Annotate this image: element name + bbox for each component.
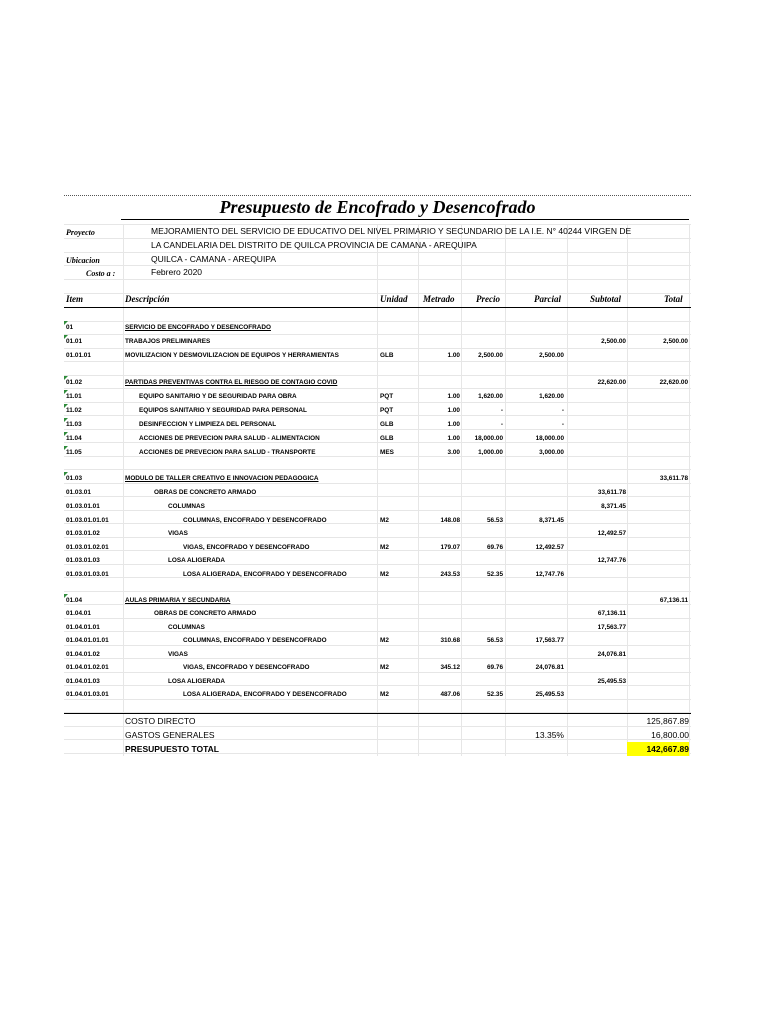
row-description: COLUMNAS, ENCOFRADO Y DESENCOFRADO (183, 517, 327, 524)
row-metrado: 3.00 (447, 449, 460, 456)
grid-hline (64, 252, 691, 253)
row-item-code: 01.04.01.03.01 (66, 691, 109, 698)
row-precio: 56.53 (487, 637, 503, 644)
row-item-code: 01.04 (66, 597, 82, 604)
row-item-code: 01.03.01.01.01 (66, 517, 109, 524)
row-parcial: 2,500.00 (539, 352, 564, 359)
table-row (64, 648, 691, 661)
table-row (64, 514, 691, 527)
row-precio: 1,000.00 (478, 449, 503, 456)
gastos-generales-pct: 13.35% (535, 730, 564, 740)
row-precio: 52.35 (487, 571, 503, 578)
row-item-code: 01.03.01.02 (66, 530, 100, 537)
row-precio: - (500, 407, 503, 414)
row-unidad: PQT (380, 407, 394, 414)
row-unidad: MES (380, 449, 394, 456)
grid-hline (64, 265, 691, 266)
row-description: AULAS PRIMARIA Y SECUNDARIA (125, 597, 231, 604)
row-metrado: 1.00 (447, 393, 460, 400)
row-parcial: 12,492.57 (535, 544, 564, 551)
table-row (64, 321, 691, 334)
row-subtotal: 25,495.53 (597, 678, 626, 685)
header-item: Item (66, 294, 83, 304)
table-row (64, 472, 691, 485)
row-item-code: 11.05 (66, 449, 82, 456)
row-item-code: 01.03.01 (66, 489, 91, 496)
row-item-code: 01.01 (66, 338, 82, 345)
row-description: COLUMNAS (168, 503, 205, 510)
row-metrado: 1.00 (447, 352, 460, 359)
header-rule (64, 307, 691, 308)
row-metrado: 1.00 (447, 407, 460, 414)
row-description: VIGAS (168, 530, 188, 537)
row-subtotal: 2,500.00 (601, 338, 626, 345)
grid-hline (64, 591, 691, 592)
row-item-code: 01.03 (66, 475, 82, 482)
table-row (64, 541, 691, 554)
costo-directo-value: 125,867.89 (646, 716, 689, 726)
presupuesto-total-value: 142,667.89 (627, 742, 689, 756)
row-unidad: M2 (380, 571, 389, 578)
costo-label: Costo a : (86, 269, 116, 278)
row-metrado: 243.53 (440, 571, 460, 578)
row-item-code: 11.01 (66, 393, 82, 400)
table-row (64, 607, 691, 620)
row-description: VIGAS, ENCOFRADO Y DESENCOFRADO (183, 664, 310, 671)
row-description: COLUMNAS, ENCOFRADO Y DESENCOFRADO (183, 637, 327, 644)
row-description: DESINFECCION Y LIMPIEZA DEL PERSONAL (139, 421, 277, 428)
row-unidad: PQT (380, 393, 394, 400)
row-parcial: 3,000.00 (539, 449, 564, 456)
table-row (64, 446, 691, 459)
row-precio: 1,620.00 (478, 393, 503, 400)
row-item-code: 11.02 (66, 407, 82, 414)
costo-directo-label: COSTO DIRECTO (125, 716, 196, 726)
row-item-code: 01.03.01.03.01 (66, 571, 109, 578)
table-row (64, 527, 691, 540)
presupuesto-total-label: PRESUPUESTO TOTAL (125, 744, 219, 754)
header-parcial: Parcial (534, 294, 561, 304)
row-item-code: 01.03.01.03 (66, 557, 100, 564)
row-parcial: - (561, 407, 564, 414)
table-row (64, 634, 691, 647)
row-description: TRABAJOS PRELIMINARES (125, 338, 211, 345)
row-subtotal: 67,136.11 (597, 610, 626, 617)
table-row (64, 568, 691, 581)
header-metrado: Metrado (423, 294, 455, 304)
gastos-generales-label: GASTOS GENERALES (125, 730, 215, 740)
table-row (64, 594, 691, 607)
row-item-code: 01.04.01.03 (66, 678, 100, 685)
row-unidad: M2 (380, 664, 389, 671)
table-row (64, 349, 691, 362)
row-item-code: 11.03 (66, 421, 82, 428)
row-item-code: 01.04.01.01 (66, 624, 100, 631)
row-item-code: 01.03.01.01 (66, 503, 100, 510)
table-row (64, 486, 691, 499)
table-row (64, 418, 691, 431)
row-item-code: 01.04.01.02.01 (66, 664, 109, 671)
row-item-code: 01.02 (66, 379, 82, 386)
row-item-code: 01.03.01.02.01 (66, 544, 109, 551)
row-item-code: 01.04.01.02 (66, 651, 100, 658)
table-row (64, 500, 691, 513)
proyecto-label: Proyecto (66, 228, 95, 237)
proyecto-line-1: MEJORAMIENTO DEL SERVICIO DE EDUCATIVO DEL NIVEL PRIMARIO Y SECUNDARIO DE LA I.E. N° 40244 VIRGEN DE (151, 226, 632, 236)
row-parcial: 8,371.45 (539, 517, 564, 524)
header-unidad: Unidad (380, 294, 408, 304)
row-item-code: 01.01.01 (66, 352, 91, 359)
row-precio: - (500, 421, 503, 428)
table-row (64, 554, 691, 567)
table-row (64, 376, 691, 389)
row-description: PARTIDAS PREVENTIVAS CONTRA EL RIESGO DE CONTAGIO COVID (125, 379, 338, 386)
row-description: OBRAS DE CONCRETO ARMADO (154, 489, 257, 496)
header-total: Total (664, 294, 683, 304)
presupuesto-total-row (64, 742, 691, 756)
row-subtotal: 22,620.00 (597, 379, 626, 386)
row-parcial: 24,076.81 (535, 664, 564, 671)
row-parcial: 12,747.76 (535, 571, 564, 578)
gastos-generales-value: 16,800.00 (651, 730, 689, 740)
row-item-code: 11.04 (66, 435, 82, 442)
row-metrado: 1.00 (447, 421, 460, 428)
row-unidad: M2 (380, 637, 389, 644)
gastos-generales-row (64, 728, 691, 742)
proyecto-line-2: LA CANDELARIA DEL DISTRITO DE QUILCA PROVINCIA DE CAMANA - AREQUIPA (151, 240, 477, 250)
row-description: LOSA ALIGERADA (168, 557, 226, 564)
row-parcial: 17,563.77 (535, 637, 564, 644)
row-unidad: M2 (380, 517, 389, 524)
row-precio: 56.53 (487, 517, 503, 524)
row-subtotal: 12,492.57 (597, 530, 626, 537)
row-description: LOSA ALIGERADA, ENCOFRADO Y DESENCOFRADO (183, 691, 347, 698)
row-subtotal: 17,563.77 (597, 624, 626, 631)
row-description: SERVICIO DE ENCOFRADO Y DESENCOFRADO (125, 324, 271, 331)
header-precio: Precio (476, 294, 500, 304)
row-subtotal: 24,076.81 (597, 651, 626, 658)
ubicacion-value: QUILCA - CAMANA - AREQUIPA (151, 254, 277, 264)
row-item-code: 01.04.01 (66, 610, 91, 617)
row-description: OBRAS DE CONCRETO ARMADO (154, 610, 257, 617)
row-unidad: GLB (380, 435, 394, 442)
row-item-code: 01 (66, 324, 74, 331)
table-row (64, 335, 691, 348)
row-metrado: 148.08 (440, 517, 460, 524)
ubicacion-label: Ubicacion (66, 256, 100, 265)
row-subtotal: 8,371.45 (601, 503, 626, 510)
row-parcial: 25,495.53 (535, 691, 564, 698)
row-description: LOSA ALIGERADA (168, 678, 226, 685)
grid-hline (64, 469, 691, 470)
table-row (64, 688, 691, 701)
table-row (64, 432, 691, 445)
row-description: MODULO DE TALLER CREATIVO E INNOVACION PEDAGOGICA (125, 475, 319, 482)
row-metrado: 179.07 (440, 544, 460, 551)
costo-directo-row (64, 714, 691, 728)
row-description: ACCIONES DE PREVECION PARA SALUD - TRANSPORTE (139, 449, 316, 456)
table-row (64, 661, 691, 674)
row-precio: 52.35 (487, 691, 503, 698)
row-description: EQUIPOS SANITARIO Y SEGURIDAD PARA PERSONAL (139, 407, 307, 414)
row-total: 33,611.78 (659, 475, 688, 482)
row-unidad: GLB (380, 421, 394, 428)
row-unidad: M2 (380, 691, 389, 698)
row-description: LOSA ALIGERADA, ENCOFRADO Y DESENCOFRADO (183, 571, 347, 578)
costo-value: Febrero 2020 (151, 267, 203, 277)
title-underline (121, 219, 689, 220)
row-precio: 69.76 (487, 664, 503, 671)
row-description: ACCIONES DE PREVECION PARA SALUD - ALIMENTACION (139, 435, 320, 442)
row-subtotal: 33,611.78 (597, 489, 626, 496)
row-precio: 18,000.00 (474, 435, 503, 442)
row-description: VIGAS, ENCOFRADO Y DESENCOFRADO (183, 544, 310, 551)
row-total: 2,500.00 (663, 338, 688, 345)
grid-hline (64, 279, 691, 280)
row-total: 22,620.00 (659, 379, 688, 386)
table-row (64, 621, 691, 634)
row-unidad: GLB (380, 352, 394, 359)
grid-hline (64, 224, 691, 225)
grid-hline (64, 238, 691, 239)
row-precio: 2,500.00 (478, 352, 503, 359)
table-row (64, 675, 691, 688)
row-description: VIGAS (168, 651, 188, 658)
row-parcial: 1,620.00 (539, 393, 564, 400)
row-parcial: 18,000.00 (535, 435, 564, 442)
document-title: Presupuesto de Encofrado y Desencofrado (219, 197, 536, 217)
row-description: EQUIPO SANITARIO Y DE SEGURIDAD PARA OBRA (139, 393, 297, 400)
budget-sheet (64, 195, 691, 757)
row-unidad: M2 (380, 544, 389, 551)
row-metrado: 487.06 (440, 691, 460, 698)
row-subtotal: 12,747.76 (597, 557, 626, 564)
row-metrado: 1.00 (447, 435, 460, 442)
row-description: COLUMNAS (168, 624, 205, 631)
row-description: MOVILIZACION Y DESMOVILIZACION DE EQUIPOS Y HERRAMIENTAS (125, 352, 339, 359)
table-row (64, 404, 691, 417)
header-subtotal: Subtotal (590, 294, 622, 304)
table-row (64, 390, 691, 403)
header-descripcion: Descripción (125, 294, 170, 304)
row-parcial: - (561, 421, 564, 428)
row-metrado: 310.68 (440, 637, 460, 644)
row-precio: 69.76 (487, 544, 503, 551)
row-total: 67,136.11 (659, 597, 688, 604)
row-item-code: 01.04.01.01.01 (66, 637, 109, 644)
row-metrado: 345.12 (440, 664, 460, 671)
